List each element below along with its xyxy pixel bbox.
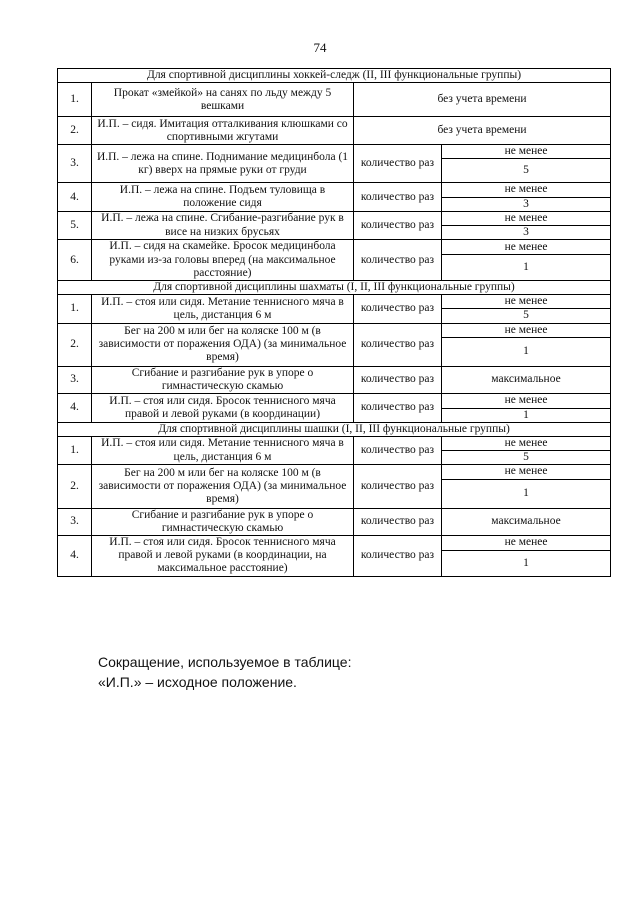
requirement-value: 3 bbox=[442, 197, 611, 211]
requirement-value: 1 bbox=[442, 337, 611, 366]
exercise-description: И.П. – лежа на спине. Сгибание-разгибание рук в висе на низких брусьях bbox=[92, 211, 354, 239]
row-number: 4. bbox=[58, 183, 92, 211]
measurement-unit: количество раз bbox=[354, 508, 442, 535]
table-row bbox=[58, 117, 611, 145]
requirement-qualifier: не менее bbox=[442, 145, 611, 159]
standards-table bbox=[57, 68, 611, 577]
requirement-qualifier: не менее bbox=[442, 394, 611, 408]
table-row bbox=[58, 211, 611, 225]
page-number: 74 bbox=[313, 40, 327, 55]
measurement-unit: количество раз bbox=[354, 394, 442, 422]
row-number: 3. bbox=[58, 508, 92, 535]
requirement-qualifier: не менее bbox=[442, 465, 611, 479]
abbreviation-note-definition: «И.П.» – исходное положение. bbox=[98, 674, 297, 691]
requirement-qualifier: не менее bbox=[442, 183, 611, 197]
measurement-unit: количество раз bbox=[354, 295, 442, 323]
section-header-row bbox=[58, 69, 611, 83]
abbreviation-note-title: Сокращение, используемое в таблице: bbox=[98, 654, 352, 670]
section-title: Для спортивной дисциплины хоккей-следж (II, III функциональные группы) bbox=[58, 69, 611, 83]
table-row bbox=[58, 465, 611, 479]
row-number: 5. bbox=[58, 211, 92, 239]
row-number: 2. bbox=[58, 323, 92, 366]
row-number: 4. bbox=[58, 394, 92, 422]
table-row bbox=[58, 183, 611, 197]
section-header-row bbox=[58, 422, 611, 436]
abbreviation-note bbox=[98, 652, 351, 693]
requirement-value: 1 bbox=[442, 408, 611, 422]
row-number: 3. bbox=[58, 366, 92, 393]
exercise-description: Бег на 200 м или бег на коляске 100 м (в зависимости от поражения ОДА) (за минимальное время) bbox=[92, 465, 354, 508]
requirement-value: 5 bbox=[442, 309, 611, 323]
measurement-unit: количество раз bbox=[354, 183, 442, 211]
exercise-description: И.П. – стоя или сидя. Бросок теннисного мяча правой и левой руками (в координации, на максимальное расстояние) bbox=[92, 536, 354, 577]
requirement-value: 1 bbox=[442, 479, 611, 508]
table-row bbox=[58, 436, 611, 450]
exercise-description: И.П. – стоя или сидя. Метание теннисного мяча в цель, дистанция 6 м bbox=[92, 436, 354, 464]
requirement-text: без учета времени bbox=[354, 83, 611, 117]
table-row bbox=[58, 508, 611, 535]
table-row bbox=[58, 323, 611, 337]
requirement-qualifier: не менее bbox=[442, 536, 611, 551]
exercise-description: Бег на 200 м или бег на коляске 100 м (в зависимости от поражения ОДА) (за минимальное время) bbox=[92, 323, 354, 366]
exercise-description: Сгибание и разгибание рук в упоре о гимнастическую скамью bbox=[92, 508, 354, 535]
exercise-description: И.П. – стоя или сидя. Метание теннисного мяча в цель, дистанция 6 м bbox=[92, 295, 354, 323]
measurement-unit: количество раз bbox=[354, 536, 442, 577]
measurement-unit: количество раз bbox=[354, 323, 442, 366]
exercise-description: И.П. – сидя. Имитация отталкивания клюшками со спортивными жгутами bbox=[92, 117, 354, 145]
row-number: 1. bbox=[58, 436, 92, 464]
row-number: 1. bbox=[58, 295, 92, 323]
measurement-unit: количество раз bbox=[354, 436, 442, 464]
exercise-description: И.П. – сидя на скамейке. Бросок медицинбола руками из-за головы вперед (на максимальное расстояние) bbox=[92, 240, 354, 281]
table-row bbox=[58, 394, 611, 408]
row-number: 2. bbox=[58, 465, 92, 508]
measurement-unit: количество раз bbox=[354, 145, 442, 183]
row-number: 2. bbox=[58, 117, 92, 145]
requirement-qualifier: не менее bbox=[442, 295, 611, 309]
exercise-description: И.П. – стоя или сидя. Бросок теннисного мяча правой и левой руками (в координации) bbox=[92, 394, 354, 422]
table-row bbox=[58, 295, 611, 309]
requirement-value: 1 bbox=[442, 255, 611, 281]
requirement-value: 5 bbox=[442, 451, 611, 465]
requirement-text: максимальное bbox=[442, 366, 611, 393]
row-number: 4. bbox=[58, 536, 92, 577]
requirement-qualifier: не менее bbox=[442, 436, 611, 450]
section-header-row bbox=[58, 280, 611, 294]
table-row bbox=[58, 83, 611, 117]
exercise-description: И.П. – лежа на спине. Поднимание медицинбола (1 кг) вверх на прямые руки от груди bbox=[92, 145, 354, 183]
section-title: Для спортивной дисциплины шахматы (I, II, III функциональные группы) bbox=[58, 280, 611, 294]
table-row bbox=[58, 240, 611, 255]
exercise-description: Прокат «змейкой» на санях по льду между 5 вешками bbox=[92, 83, 354, 117]
exercise-description: И.П. – лежа на спине. Подъем туловища в положение сидя bbox=[92, 183, 354, 211]
requirement-qualifier: не менее bbox=[442, 240, 611, 255]
requirement-qualifier: не менее bbox=[442, 323, 611, 337]
exercise-description: Сгибание и разгибание рук в упоре о гимнастическую скамью bbox=[92, 366, 354, 393]
table-row bbox=[58, 536, 611, 551]
measurement-unit: количество раз bbox=[354, 240, 442, 281]
measurement-unit: количество раз bbox=[354, 366, 442, 393]
section-title: Для спортивной дисциплины шашки (I, II, III функциональные группы) bbox=[58, 422, 611, 436]
requirement-text: максимальное bbox=[442, 508, 611, 535]
table-row bbox=[58, 145, 611, 159]
requirement-value: 3 bbox=[442, 226, 611, 240]
table-row bbox=[58, 366, 611, 393]
measurement-unit: количество раз bbox=[354, 465, 442, 508]
requirement-qualifier: не менее bbox=[442, 211, 611, 225]
row-number: 6. bbox=[58, 240, 92, 281]
measurement-unit: количество раз bbox=[354, 211, 442, 239]
row-number: 3. bbox=[58, 145, 92, 183]
requirement-value: 5 bbox=[442, 159, 611, 183]
row-number: 1. bbox=[58, 83, 92, 117]
requirement-text: без учета времени bbox=[354, 117, 611, 145]
requirement-value: 1 bbox=[442, 551, 611, 577]
